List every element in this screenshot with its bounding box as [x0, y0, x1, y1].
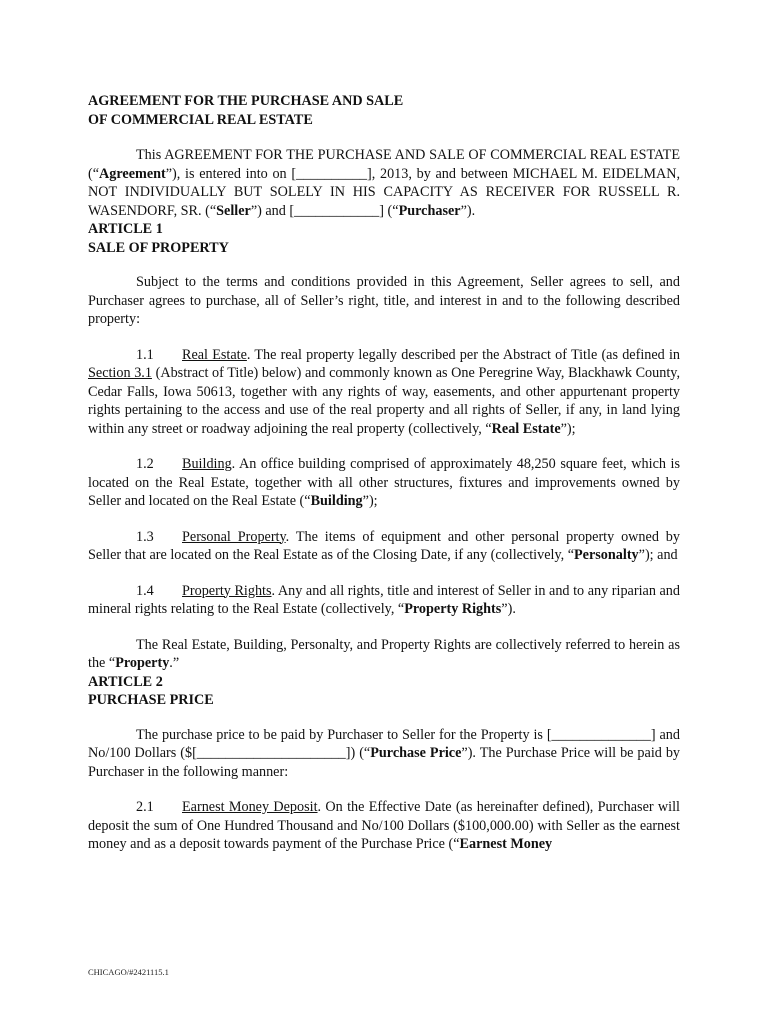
section-1-4: 1.4 Property Rights. Any and all rights, title and interest of Seller in and to any riparian and mineral rights relating to the Real Estate (collectively, “Property Rights”).: [88, 582, 680, 617]
document-title-line-1: AGREEMENT FOR THE PURCHASE AND SALE: [88, 93, 404, 109]
section-1-3: 1.3 Personal Property. The items of equipment and other personal property owned by Seller that are located on the Real Estate as of the Closing Date, if any (collectively, “Personalty”); and: [88, 528, 680, 563]
article-2-subheading: PURCHASE PRICE: [88, 692, 214, 708]
section-1-2: 1.2 Building. An office building comprised of approximately 48,250 square feet, which is located on the Real Estate, together with all other structures, fixtures and improvements owned by Seller and located on the Real Estate (“Building”);: [88, 456, 680, 509]
article-1-opening: Subject to the terms and conditions provided in this Agreement, Seller agrees to sell, and Purchaser agrees to purchase, all of Seller’s right, title, and interest in and to the following described property:: [88, 274, 680, 327]
property-summary: The Real Estate, Building, Personalty, and Property Rights are collectively referred to herein as the “Property.”: [88, 636, 680, 671]
article-2-opening: The purchase price to be paid by Purchaser to Seller for the Property is [______________] and No/100 Dollars ($[_____________________]) (“Purchase Price”). The Purchase Price will be paid by Purchaser in the following manner:: [88, 726, 681, 780]
section-reference-link: Section 3.1: [88, 365, 152, 381]
article-1-heading: ARTICLE 1: [88, 221, 163, 237]
document-title-line-2: OF COMMERCIAL REAL ESTATE: [88, 111, 313, 128]
article-2-heading: ARTICLE 2: [88, 673, 163, 690]
document-body: [88, 92, 680, 854]
section-1-1: 1.1 Real Estate. The real property legally described per the Abstract of Title (as defined in Section 3.1 (Abstract of Title) below) and commonly known as One Peregrine Way, Blackhawk County, Cedar Falls, Iowa 50613, together with any rights of way, easements, and other appurtenant property rights pertaining to the access and use of the real property and all rights of Seller, if any, in land lying within any street or roadway adjoining the real property (collectively, “Real Estate”);: [88, 346, 681, 437]
document-footer-id: CHICAGO/#2421115.1: [88, 967, 169, 977]
article-1-subheading: SALE OF PROPERTY: [88, 239, 229, 256]
section-2-1: 2.1 Earnest Money Deposit. On the Effective Date (as hereinafter defined), Purchaser will deposit the sum of One Hundred Thousand and No/100 Dollars ($100,000.00) with Seller as the earnest money and as a deposit towards payment of the Purchase Price (“Earnest Money: [88, 799, 680, 852]
intro-paragraph: This AGREEMENT FOR THE PURCHASE AND SALE OF COMMERCIAL REAL ESTATE (“Agreement”), is entered into on [__________], 2013, by and between MICHAEL M. EIDELMAN, NOT INDIVIDUALLY BUT SOLELY IN HIS CAPACITY AS RECEIVER FOR RUSSELL R. WASENDORF, SR. (“Seller”) and [____________] (“Purchaser”).: [88, 147, 680, 219]
